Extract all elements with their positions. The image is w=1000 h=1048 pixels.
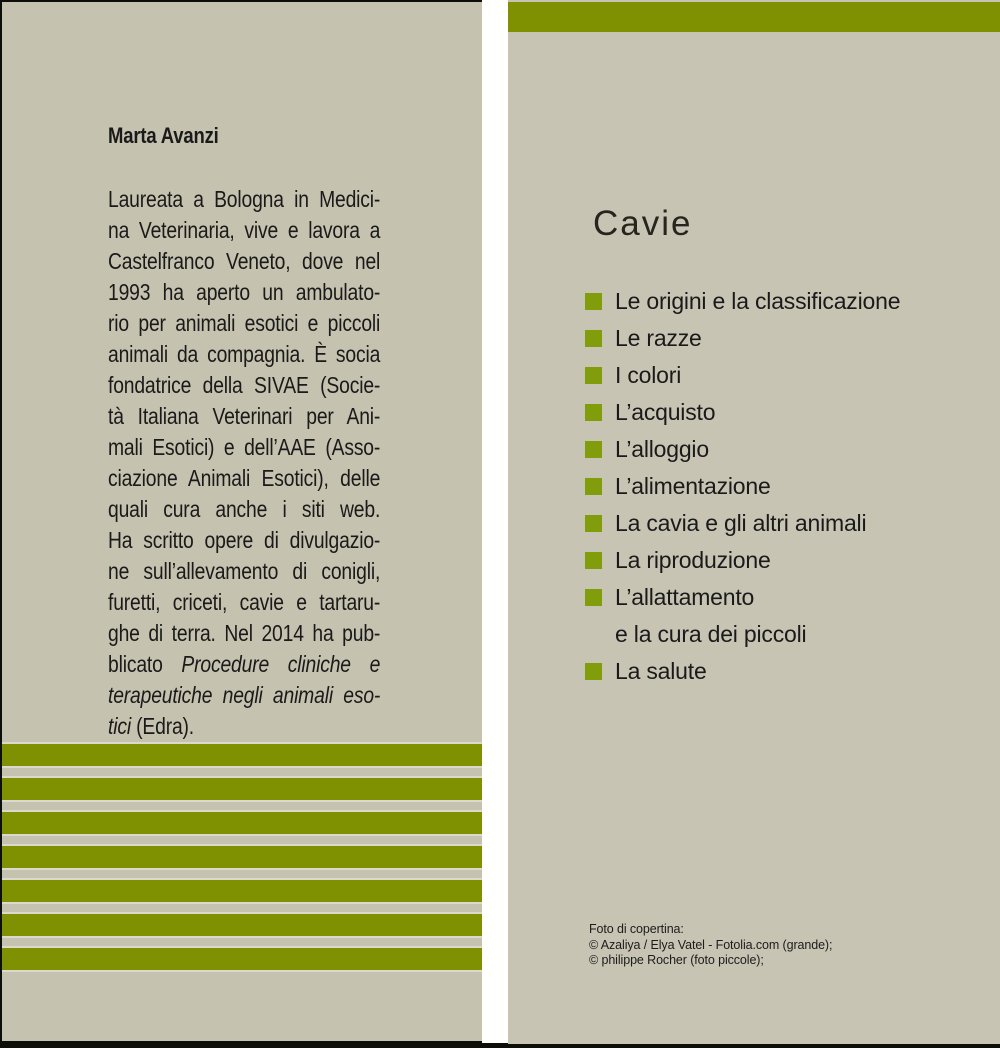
toc-item xyxy=(585,283,975,320)
bio-line: ciazione Animali Esotici), delle xyxy=(108,465,381,491)
toc-item xyxy=(585,394,975,431)
bio-line: furetti, criceti, cavie e tartaru- xyxy=(108,589,381,615)
green-stripe xyxy=(2,810,482,836)
bio-line: animali da compagnia. È socia xyxy=(108,341,381,367)
toc-item xyxy=(585,320,975,357)
book-title-italic: terapeutiche negli animali eso- xyxy=(108,682,381,708)
toc-label-continued: e la cura dei piccoli xyxy=(615,621,807,647)
bio-line: rio per animali esotici e piccoli xyxy=(108,310,381,336)
toc-item xyxy=(585,653,975,690)
bio-line: mali Esotici) e dell’AAE (Asso- xyxy=(108,434,381,460)
bullet-square-icon xyxy=(585,515,602,532)
bio-line: ne sull’allevamento di conigli, xyxy=(108,558,381,584)
author-bio-block xyxy=(108,122,380,742)
author-name: Marta Avanzi xyxy=(108,123,219,148)
credits-heading: Foto di copertina: xyxy=(589,922,684,936)
bullet-square-icon xyxy=(585,367,602,384)
bio-line: blicato Procedure cliniche e xyxy=(108,651,381,677)
toc-item xyxy=(585,357,975,394)
page-title: Cavie xyxy=(593,204,693,243)
toc-label: L’alimentazione xyxy=(615,473,771,499)
toc-item xyxy=(585,431,975,468)
toc-label: Le razze xyxy=(615,325,702,351)
back-flap-panel xyxy=(2,2,482,1041)
bio-line: Laureata a Bologna in Medici- xyxy=(108,186,381,212)
book-title-italic: Procedure cliniche e xyxy=(181,651,381,677)
green-stripe xyxy=(2,776,482,802)
bullet-square-icon xyxy=(585,330,602,347)
toc-item xyxy=(585,505,975,542)
green-stripe xyxy=(2,912,482,938)
toc-label: La riproduzione xyxy=(615,547,771,573)
toc-label: La cavia e gli altri animali xyxy=(615,510,867,536)
green-stripe xyxy=(2,878,482,904)
green-stripe xyxy=(2,742,482,768)
bio-line: quali cura anche i siti web. xyxy=(108,496,381,522)
bullet-square-icon xyxy=(585,478,602,495)
bio-line: Castelfranco Veneto, dove nel xyxy=(108,248,381,274)
toc-list xyxy=(585,283,975,690)
toc-label: L’alloggio xyxy=(615,436,709,462)
bullet-square-icon xyxy=(585,441,602,458)
bio-line: fondatrice della SIVAE (Socie- xyxy=(108,372,381,398)
bio-line: 1993 ha aperto un ambulato- xyxy=(108,279,381,305)
bullet-square-icon xyxy=(585,552,602,569)
contents-panel xyxy=(508,0,1000,1044)
bullet-square-icon xyxy=(585,293,602,310)
bio-line: na Veterinaria, vive e lavora a xyxy=(108,217,381,243)
bullet-square-icon xyxy=(585,589,602,606)
toc-label: L’allattamento xyxy=(615,584,755,610)
bio-line: tà Italiana Veterinari per Ani- xyxy=(108,403,381,429)
toc-item xyxy=(585,579,975,653)
toc-item xyxy=(585,468,975,505)
toc-label: La salute xyxy=(615,658,707,684)
bio-line: ghe di terra. Nel 2014 ha pub- xyxy=(108,620,381,646)
green-top-bar xyxy=(508,2,1000,32)
credits-line: © Azaliya / Elya Vatel - Fotolia.com (grande); xyxy=(589,937,833,952)
book-title-italic: tici xyxy=(108,713,131,739)
photo-credits xyxy=(589,922,832,969)
bio-line: Ha scritto opere di divulgazio- xyxy=(108,527,381,553)
bullet-square-icon xyxy=(585,663,602,680)
bullet-square-icon xyxy=(585,404,602,421)
spine-gutter xyxy=(482,0,508,1043)
green-stripe xyxy=(2,844,482,870)
bio-line: tici (Edra). xyxy=(108,713,195,739)
green-stripe xyxy=(2,946,482,972)
toc-label: Le origini e la classificazione xyxy=(615,288,901,314)
author-bio-text xyxy=(108,184,380,742)
credits-line: © philippe Rocher (foto piccole); xyxy=(589,953,764,967)
decorative-stripes xyxy=(2,742,482,980)
bio-line xyxy=(108,680,380,711)
toc-label: L’acquisto xyxy=(615,399,716,425)
toc-item xyxy=(585,542,975,579)
toc-label: I colori xyxy=(615,362,682,388)
